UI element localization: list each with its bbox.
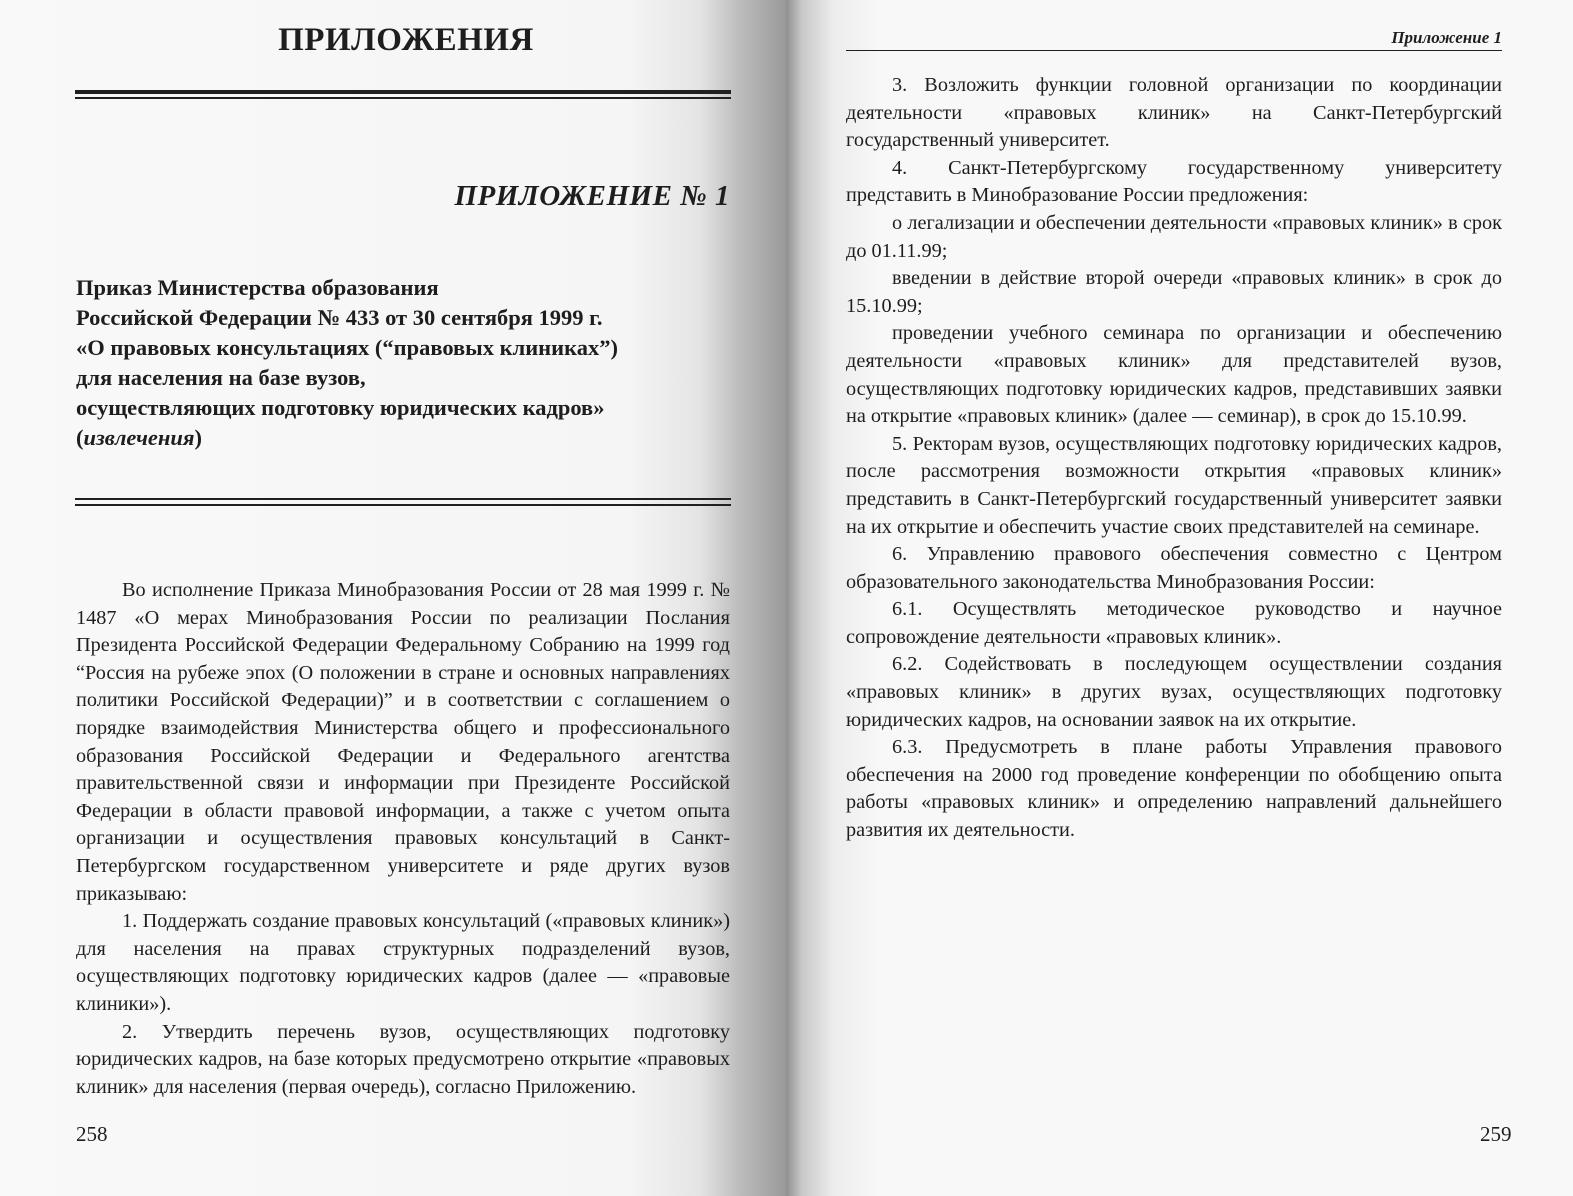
paren-open: ( [76, 425, 84, 450]
paragraph: 2. Утвердить перечень вузов, осуществляющих подготовку юридических кадров, на базе которых предусмотрено открытие «правовых клиник» для населения (первая очередь), согласно Приложению. [76, 1020, 730, 1098]
paragraph: 6.2. Содействовать в последующем осуществлении создания «правовых клиник» в других вузах, осуществляющих подготовку юридических кадров, на основании заявок на их открытие. [846, 653, 1502, 731]
left-page [0, 0, 786, 1196]
paragraph: о легализации и обеспечении деятельности «правовых клиник» в срок до 01.11.99; [846, 211, 1502, 262]
order-heading-line: Российской Федерации № 433 от 30 сентября 1999 г. [76, 305, 603, 330]
excerpt-note: извлечения [83, 425, 195, 450]
top-double-rule [75, 90, 731, 100]
page-number-left: 258 [76, 1122, 108, 1146]
paragraph: введении в действие второй очереди «правовых клиник» в срок до 15.10.99; [846, 267, 1502, 317]
paren-close: ) [194, 425, 202, 450]
paragraph: 1. Поддержать создание правовых консультаций («правовых клиник») для населения на правах структурных подразделений вузов, осуществляющих подготовку юридических кадров (далее — «правовые клиники»). [76, 910, 730, 1015]
order-heading-line: Приказ Министерства образования [76, 275, 439, 300]
paragraph: проведении учебного семинара по организации и обеспечению деятельности «правовых клиник» для представителей вузов, осуществляющих подготовку юридических кадров, представивших заявки на открытие «правовых клиник» (далее — семинар), в срок до 15.10.99. [846, 322, 1502, 428]
paragraph: 6.3. Предусмотреть в плане работы Управления правового обеспечения на 2000 год проведение конференции по обобщению опыта работы «правовых клиник» и определению направлений дальнейшего развития их деятельности. [846, 736, 1502, 842]
order-heading-line: для населения на базе вузов, [76, 365, 366, 390]
left-body-text [76, 577, 730, 1101]
right-body-text [846, 72, 1502, 845]
right-page [786, 0, 1573, 1196]
order-heading-line [76, 423, 736, 453]
order-heading [76, 273, 736, 453]
appendix-title: ПРИЛОЖЕНИЕ № 1 [454, 180, 730, 212]
paragraph: Во исполнение Приказа Минобразования России от 28 мая 1999 г. № 1487 «О мерах Минобразования России по реализации Послания Президента Российской Федерации Федеральному Собранию на 1999 год “Россия на рубеже эпох (О положении в стране и основных направлениях политики Российской Федерации)” и в соответствии с соглашением о порядке взаимодействия Министерства общего и профессионального образования Российской Федерации и Федерального агентства правительственной связи и информации при Президенте Российской Федерации в области правовой информации, а также с учетом опыта организации и осуществления правовых консультаций в Санкт-Петербургском государственном университете и ряде других вузов приказываю: [76, 579, 730, 905]
running-head: Приложение 1 [846, 28, 1502, 51]
paragraph: 3. Возложить функции головной организации по координации деятельности «правовых клиник» на Санкт-Петербургский государственный университет. [846, 74, 1502, 152]
section-title: ПРИЛОЖЕНИЯ [278, 22, 534, 58]
order-heading-line: «О правовых консультациях (“правовых клиниках”) [76, 335, 618, 360]
bottom-double-rule [75, 498, 731, 508]
paragraph: 6.1. Осуществлять методическое руководство и научное сопровождение деятельности «правовых клиник». [846, 598, 1502, 648]
paragraph: 5. Ректорам вузов, осуществляющих подготовку юридических кадров, после рассмотрения возможности открытия «правовых клиник» представить в Санкт-Петербургский государственный университет заявки на их открытие и обеспечить участие своих представителей на семинаре. [846, 432, 1502, 538]
page-number-right: 259 [1480, 1122, 1512, 1146]
paragraph: 6. Управлению правового обеспечения совместно с Центром образовательного законодательства Минобразования России: [846, 543, 1502, 593]
order-heading-line: осуществляющих подготовку юридических кадров» [76, 395, 605, 420]
paragraph: 4. Санкт-Петербургскому государственному университету представить в Минобразование России предложения: [846, 156, 1502, 207]
